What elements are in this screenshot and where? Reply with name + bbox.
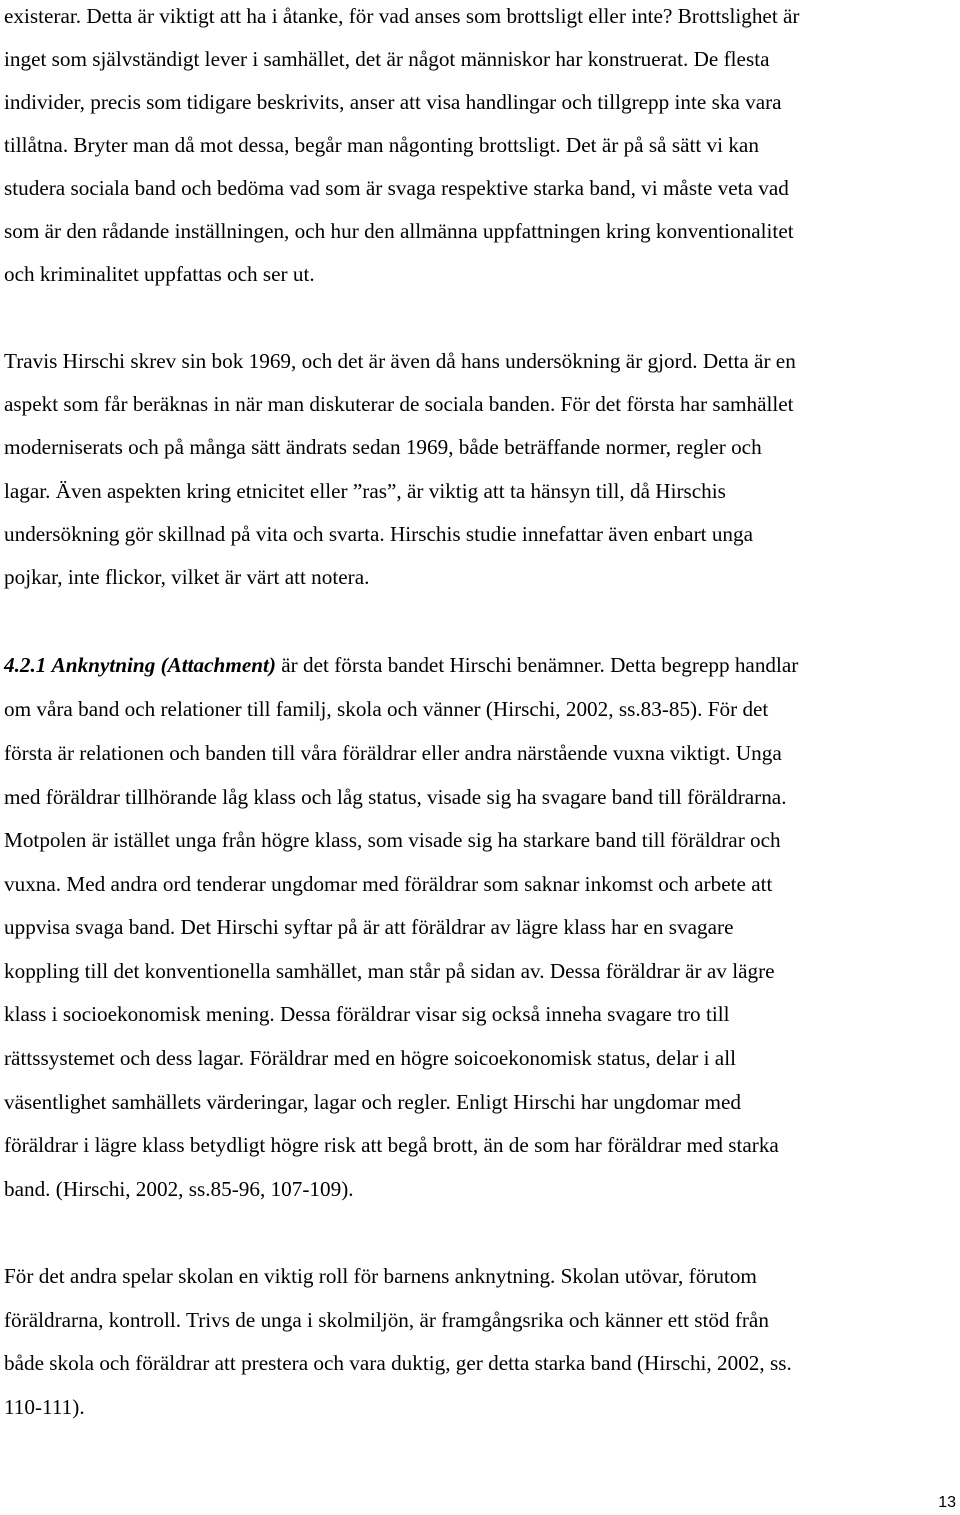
section-heading-line: [4, 655, 798, 676]
text-line: Travis Hirschi skrev sin bok 1969, och det är även då hans undersökning är gjord. Detta är en: [4, 349, 796, 373]
text-line: 110-111).: [4, 1395, 85, 1419]
text-line: tillåtna. Bryter man då mot dessa, begår man någonting brottsligt. Det är på så sätt vi kan: [4, 133, 759, 157]
text-line: koppling till det konventionella samhället, man står på sidan av. Dessa föräldrar är av lägre: [4, 959, 775, 983]
text-line: inget som självständigt lever i samhället, det är något människor har konstruerat. De flesta: [4, 47, 770, 71]
page-number: 13: [938, 1494, 956, 1511]
section-title: Anknytning (Attachment): [51, 653, 276, 677]
text-line: med föräldrar tillhörande låg klass och låg status, visade sig ha svagare band till föräldrarna.: [4, 785, 787, 809]
text-line: För det andra spelar skolan en viktig roll för barnens anknytning. Skolan utövar, förutom: [4, 1264, 757, 1288]
text-line: föräldrar i lägre klass betydligt högre risk att begå brott, än de som har föräldrar med starka: [4, 1133, 779, 1157]
text-line: klass i socioekonomisk mening. Dessa föräldrar visar sig också inneha svagare tro till: [4, 1002, 730, 1026]
text-line: föräldrarna, kontroll. Trivs de unga i skolmiljön, är framgångsrika och känner ett stöd från: [4, 1308, 769, 1332]
text-line: pojkar, inte flickor, vilket är värt att notera.: [4, 565, 370, 589]
text-line: studera sociala band och bedöma vad som är svaga respektive starka band, vi måste veta vad: [4, 176, 789, 200]
text-line: första är relationen och banden till våra föräldrar eller andra närstående vuxna viktigt. Unga: [4, 741, 782, 765]
text-line-rest: är det första bandet Hirschi benämner. Detta begrepp handlar: [275, 653, 799, 677]
text-line: existerar. Detta är viktigt att ha i åtanke, för vad anses som brottsligt eller inte? Brottslighet är: [4, 4, 800, 28]
section-number: 4.2.1: [4, 653, 47, 677]
text-line: väsentlighet samhällets värderingar, lagar och regler. Enligt Hirschi har ungdomar med: [4, 1090, 741, 1114]
text-line: vuxna. Med andra ord tenderar ungdomar med föräldrar som saknar inkomst och arbete att: [4, 872, 773, 896]
text-line: aspekt som får beräknas in när man diskuterar de sociala banden. För det första har samhället: [4, 392, 794, 416]
text-line: som är den rådande inställningen, och hur den allmänna uppfattningen kring konventionalitet: [4, 219, 794, 243]
text-line: undersökning gör skillnad på vita och svarta. Hirschis studie innefattar även enbart unga: [4, 522, 754, 546]
text-line: moderniserats och på många sätt ändrats sedan 1969, både beträffande normer, regler och: [4, 435, 762, 459]
text-line: både skola och föräldrar att prestera och vara duktig, ger detta starka band (Hirschi, 2002, ss.: [4, 1351, 792, 1375]
text-line: rättssystemet och dess lagar. Föräldrar med en högre soicoekonomisk status, delar i all: [4, 1046, 736, 1070]
text-line: uppvisa svaga band. Det Hirschi syftar på är att föräldrar av lägre klass har en svagare: [4, 915, 734, 939]
text-line: individer, precis som tidigare beskrivits, anser att visa handlingar och tillgrepp inte ska vara: [4, 90, 782, 114]
text-line: band. (Hirschi, 2002, ss.85-96, 107-109).: [4, 1177, 354, 1201]
text-line: Motpolen är istället unga från högre klass, som visade sig ha starkare band till föräldrar och: [4, 828, 781, 852]
text-line: lagar. Även aspekten kring etnicitet eller ”ras”, är viktig att ta hänsyn till, då Hirschis: [4, 479, 726, 503]
text-line: och kriminalitet uppfattas och ser ut.: [4, 262, 315, 286]
text-line: om våra band och relationer till familj, skola och vänner (Hirschi, 2002, ss.83-85). För det: [4, 697, 769, 721]
